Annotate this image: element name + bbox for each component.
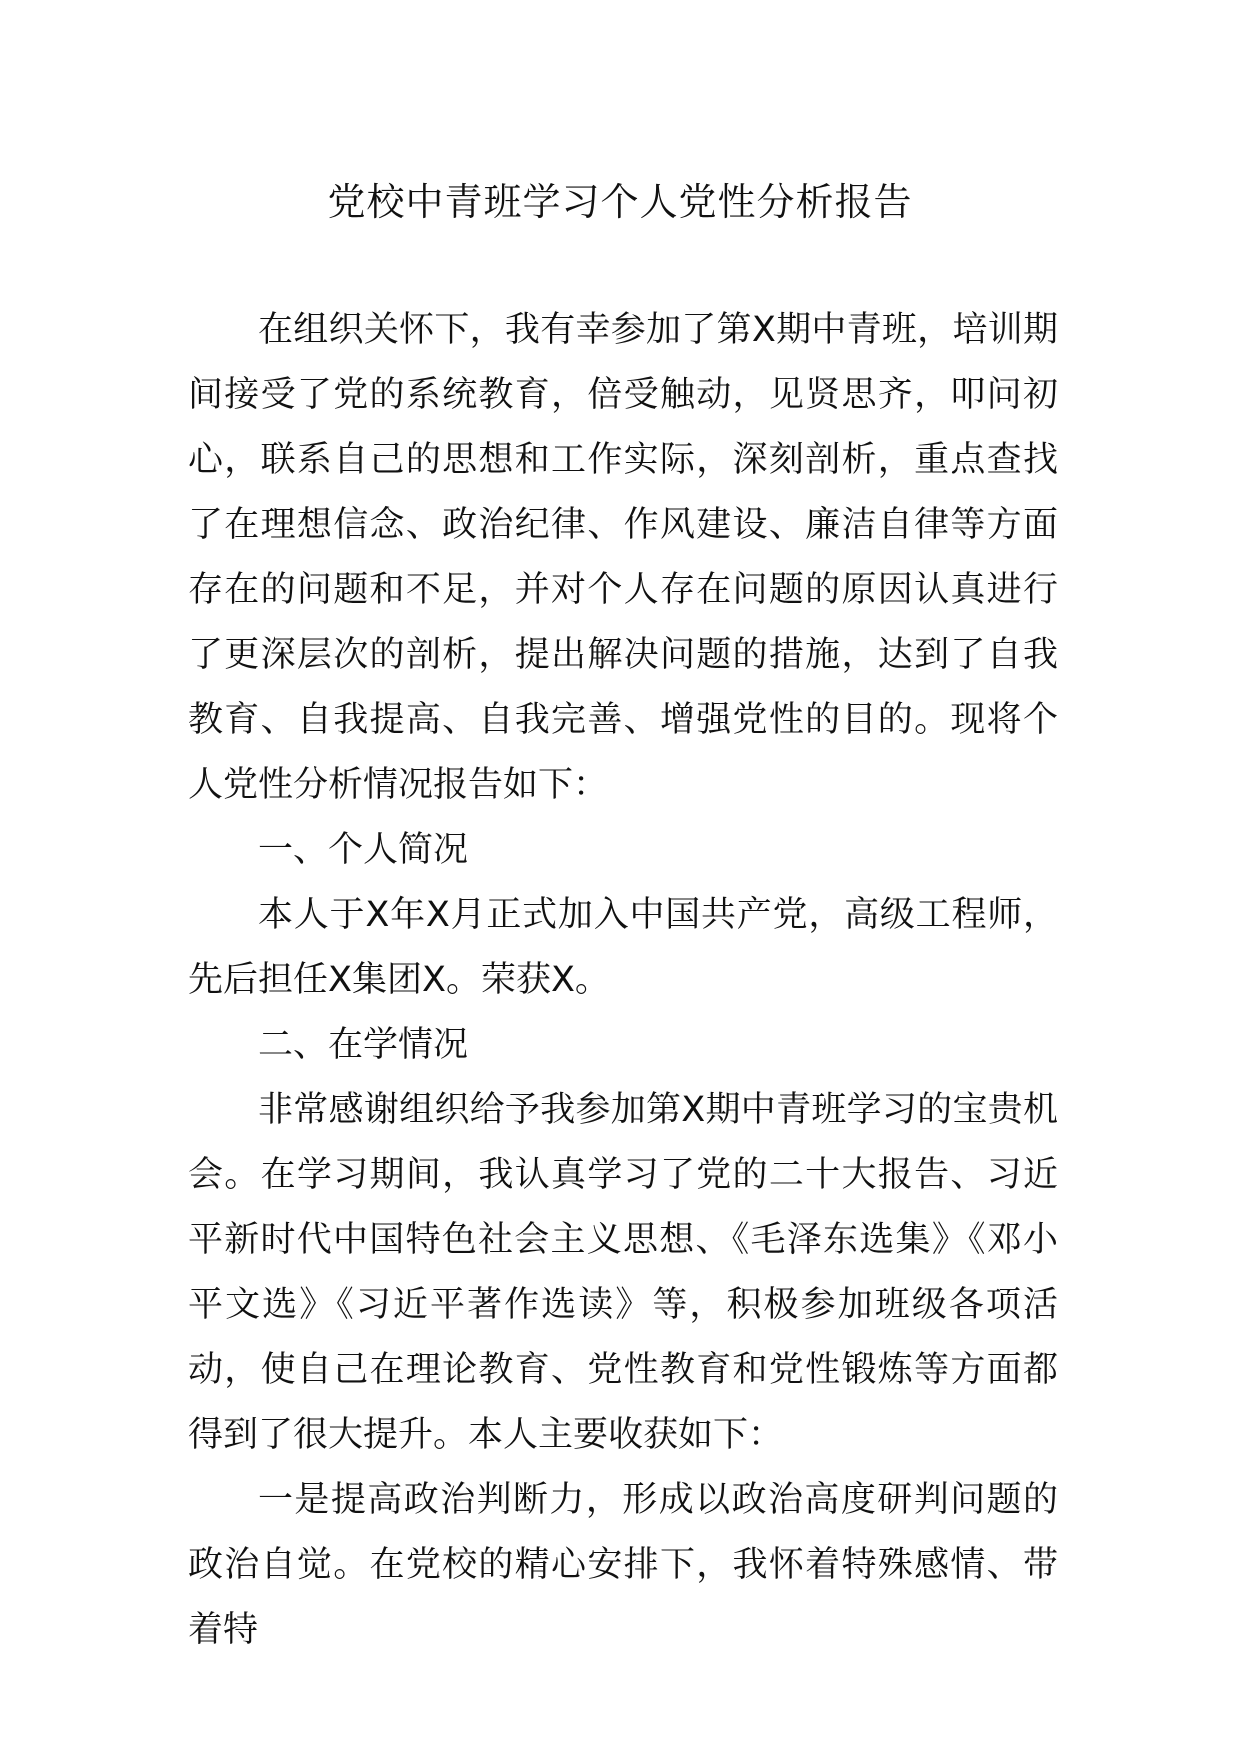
section-heading-study-situation: 二、在学情况 bbox=[258, 1025, 469, 1065]
paragraph-study-situation: 非常感谢组织给予我参加第X期中青班学习的宝贵机会。在学习期间，我认真学习了党的二十大报告、习近平新时代中国特色社会主义思想、《毛泽东选集》《邓小平文选》《习近平著作选读》等，积极参加班级各项活动，使自己在理论教育、党性教育和党性锻炼等方面都得到了很大提升。本人主要收获如下： bbox=[188, 1090, 1058, 1455]
paragraph-gain-one: 一是提高政治判断力，形成以政治高度研判问题的政治自觉。在党校的精心安排下，我怀着特殊感情、带着特 bbox=[188, 1480, 1058, 1650]
document-body bbox=[188, 298, 1058, 1663]
document-title: 党校中青班学习个人党性分析报告 bbox=[327, 180, 913, 224]
paragraph-personal-profile: 本人于X年X月正式加入中国共产党，高级工程师，先后担任X集团X。荣获X。 bbox=[188, 895, 1058, 1000]
section-heading-personal-profile: 一、个人简况 bbox=[258, 830, 469, 870]
paragraph-intro: 在组织关怀下，我有幸参加了第X期中青班，培训期间接受了党的系统教育，倍受触动，见贤思齐，叩问初心，联系自己的思想和工作实际，深刻剖析，重点查找了在理想信念、政治纪律、作风建设、廉洁自律等方面存在的问题和不足，并对个人存在问题的原因认真进行了更深层次的剖析，提出解决问题的措施，达到了自我教育、自我提高、自我完善、增强党性的目的。现将个人党性分析情况报告如下： bbox=[188, 310, 1058, 805]
